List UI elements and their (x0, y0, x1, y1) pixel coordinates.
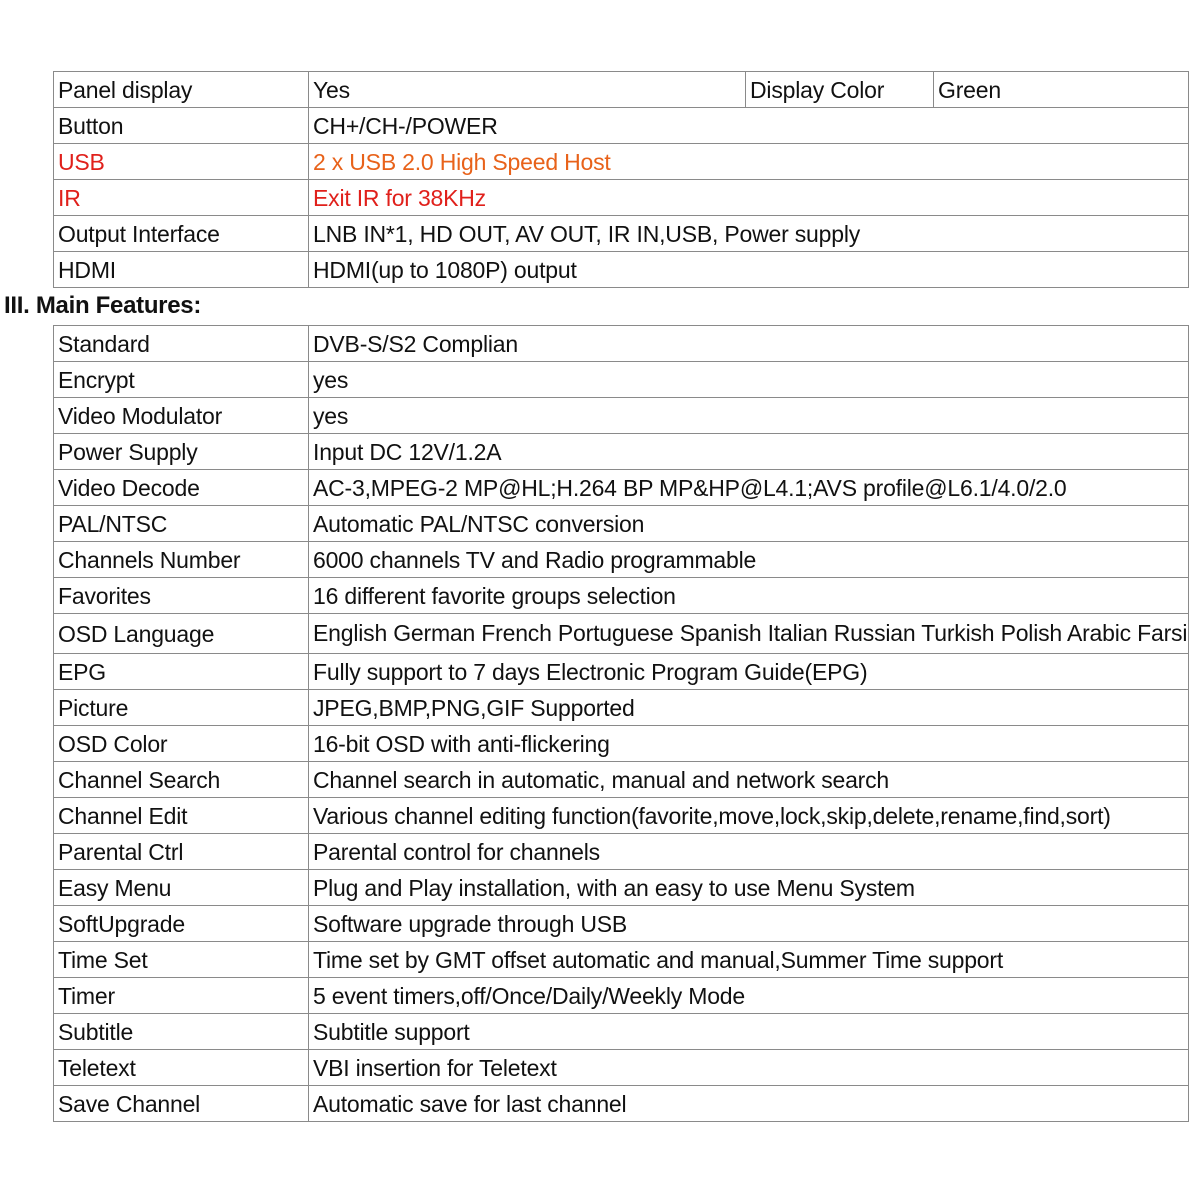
row-label-video-modulator: Video Modulator (54, 398, 309, 434)
table-row-panel-display (54, 72, 1189, 108)
table-row-parental-ctrl (54, 834, 1189, 870)
row-value-display-color: Green (934, 72, 1189, 108)
row-label-standard: Standard (54, 326, 309, 362)
row-value-softupgrade: Software upgrade through USB (309, 906, 1189, 942)
table-row-osd-language (54, 614, 1189, 654)
row-value-easy-menu: Plug and Play installation, with an easy to use Menu System (309, 870, 1189, 906)
row-value-standard: DVB-S/S2 Complian (309, 326, 1189, 362)
table-row-video-decode (54, 470, 1189, 506)
table-row-output-interface (54, 216, 1189, 252)
table-row-subtitle (54, 1014, 1189, 1050)
table-row-channel-search (54, 762, 1189, 798)
row-label-teletext: Teletext (54, 1050, 309, 1086)
section-heading-main-features: III. Main Features: (4, 292, 202, 319)
row-label-subtitle: Subtitle (54, 1014, 309, 1050)
row-value-video-modulator: yes (309, 398, 1189, 434)
row-value-picture: JPEG,BMP,PNG,GIF Supported (309, 690, 1189, 726)
table-row-button (54, 108, 1189, 144)
row-value-channels-number: 6000 channels TV and Radio programmable (309, 542, 1189, 578)
row-label-favorites: Favorites (54, 578, 309, 614)
row-value-encrypt: yes (309, 362, 1189, 398)
row-value-epg: Fully support to 7 days Electronic Program Guide(EPG) (309, 654, 1189, 690)
row-value-ir: Exit IR for 38KHz (309, 180, 1189, 216)
table-row-ir (54, 180, 1189, 216)
table-row-picture (54, 690, 1189, 726)
row-label-video-decode: Video Decode (54, 470, 309, 506)
table-row-hdmi (54, 252, 1189, 288)
row-label-ir: IR (54, 180, 309, 216)
row-label-softupgrade: SoftUpgrade (54, 906, 309, 942)
table-row-pal-ntsc (54, 506, 1189, 542)
row-value-video-decode: AC-3,MPEG-2 MP@HL;H.264 BP MP&HP@L4.1;AVS profile@L6.1/4.0/2.0 (309, 470, 1189, 506)
row-value-time-set: Time set by GMT offset automatic and manual,Summer Time support (309, 942, 1189, 978)
row-value-power-supply: Input DC 12V/1.2A (309, 434, 1189, 470)
row-label-channel-edit: Channel Edit (54, 798, 309, 834)
row-label-timer: Timer (54, 978, 309, 1014)
table-row-video-modulator (54, 398, 1189, 434)
row-value-channel-edit: Various channel editing function(favorite,move,lock,skip,delete,rename,find,sort) (309, 798, 1189, 834)
row-value-parental-ctrl: Parental control for channels (309, 834, 1189, 870)
row-value-osd-language: English German French Portuguese Spanish Italian Russian Turkish Polish Arabic Farsi (309, 614, 1189, 654)
table-row-epg (54, 654, 1189, 690)
row-value-teletext: VBI insertion for Teletext (309, 1050, 1189, 1086)
row-label-osd-language: OSD Language (54, 614, 309, 654)
table-row-channels-number (54, 542, 1189, 578)
row-label-osd-color: OSD Color (54, 726, 309, 762)
table-row-teletext (54, 1050, 1189, 1086)
row-label-power-supply: Power Supply (54, 434, 309, 470)
spec-table-top (53, 71, 1189, 288)
row-value-usb: 2 x USB 2.0 High Speed Host (309, 144, 1189, 180)
row-label-display-color: Display Color (746, 72, 934, 108)
row-label-channel-search: Channel Search (54, 762, 309, 798)
table-row-standard (54, 326, 1189, 362)
row-value-subtitle: Subtitle support (309, 1014, 1189, 1050)
table-row-power-supply (54, 434, 1189, 470)
row-label-time-set: Time Set (54, 942, 309, 978)
row-value-panel-display: Yes (309, 72, 746, 108)
row-value-hdmi: HDMI(up to 1080P) output (309, 252, 1189, 288)
table-row-osd-color (54, 726, 1189, 762)
table-row-timer (54, 978, 1189, 1014)
row-value-favorites: 16 different favorite groups selection (309, 578, 1189, 614)
row-value-pal-ntsc: Automatic PAL/NTSC conversion (309, 506, 1189, 542)
row-label-channels-number: Channels Number (54, 542, 309, 578)
row-label-panel-display: Panel display (54, 72, 309, 108)
row-value-output-interface: LNB IN*1, HD OUT, AV OUT, IR IN,USB, Power supply (309, 216, 1189, 252)
table-row-favorites (54, 578, 1189, 614)
spec-table-main-features (53, 325, 1189, 1122)
row-label-pal-ntsc: PAL/NTSC (54, 506, 309, 542)
table-row-encrypt (54, 362, 1189, 398)
row-value-channel-search: Channel search in automatic, manual and network search (309, 762, 1189, 798)
row-label-parental-ctrl: Parental Ctrl (54, 834, 309, 870)
row-label-button: Button (54, 108, 309, 144)
row-label-usb: USB (54, 144, 309, 180)
row-label-output-interface: Output Interface (54, 216, 309, 252)
row-label-hdmi: HDMI (54, 252, 309, 288)
row-label-easy-menu: Easy Menu (54, 870, 309, 906)
row-value-save-channel: Automatic save for last channel (309, 1086, 1189, 1122)
table-row-softupgrade (54, 906, 1189, 942)
table-row-channel-edit (54, 798, 1189, 834)
row-label-epg: EPG (54, 654, 309, 690)
table-row-usb (54, 144, 1189, 180)
table-row-easy-menu (54, 870, 1189, 906)
row-value-timer: 5 event timers,off/Once/Daily/Weekly Mode (309, 978, 1189, 1014)
row-label-save-channel: Save Channel (54, 1086, 309, 1122)
table-row-save-channel (54, 1086, 1189, 1122)
row-value-button: CH+/CH-/POWER (309, 108, 1189, 144)
row-value-osd-color: 16-bit OSD with anti-flickering (309, 726, 1189, 762)
row-label-picture: Picture (54, 690, 309, 726)
table-row-time-set (54, 942, 1189, 978)
row-label-encrypt: Encrypt (54, 362, 309, 398)
